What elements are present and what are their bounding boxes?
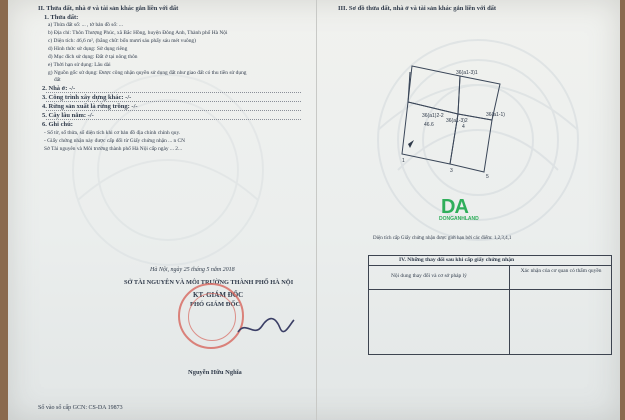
map-label: 36(a1-1) — [486, 112, 505, 118]
notes-heading: 6. Ghi chú: — [42, 121, 73, 128]
kt-director: KT. GIÁM ĐỐC — [193, 291, 244, 299]
parcel-line: b) Địa chỉ: Thôn Thượng Phúc, xã Bắc Hồng, huyện Đông Anh, Thành phố Hà Nội — [48, 30, 228, 36]
map-label: 3 — [450, 168, 453, 174]
logo-letters: DA — [441, 196, 468, 218]
official-seal — [178, 283, 244, 349]
parcel-diagram — [400, 62, 530, 182]
brand-logo — [441, 196, 497, 226]
parcel-line: đ) Mục đích sử dụng: Đất ở tại nông thôn — [48, 54, 138, 60]
map-label: 1 — [402, 158, 405, 164]
map-label: 36(a1-3)1 — [456, 70, 478, 76]
parcel-line: e) Thời hạn sử dụng: Lâu dài — [48, 62, 111, 68]
parcel-line: a) Thửa đất số: ... , tờ bản đồ số: ... — [48, 22, 123, 28]
book-number: Số vào sổ cấp GCN: CS-DA 19873 — [38, 405, 123, 411]
parcel-line: đất — [54, 77, 61, 83]
issue-date: Hà Nội, ngày 25 tháng 5 năm 2018 — [150, 267, 235, 273]
page-fold-divider — [316, 0, 317, 420]
logo-wordmark: DONGANHLAND — [439, 216, 479, 222]
perennial-item: 5. Cây lâu năm: -/- — [42, 112, 94, 119]
parcel-heading: 1. Thửa đất: — [44, 14, 79, 21]
map-label: 46.6 — [424, 122, 434, 128]
forest-item: 4. Rừng sản xuất là rừng trồng: -/- — [42, 103, 138, 110]
parcel-line: c) Diện tích: 46,6 m², (bằng chữ: bốn mươi sáu phẩy sáu mét vuông) — [48, 38, 196, 44]
house-item: 2. Nhà ở: -/- — [42, 85, 76, 92]
deputy-director: PHÓ GIÁM ĐỐC — [190, 301, 241, 308]
construction-item: 3. Công trình xây dựng khác: -/- — [42, 94, 132, 101]
parcel-line: d) Hình thức sử dụng: Sử dụng riêng — [48, 46, 128, 52]
issuing-authority: SỞ TÀI NGUYÊN VÀ MÔI TRƯỜNG THÀNH PHỐ HÀ NỘI — [124, 279, 294, 286]
map-label: 36(a1)2-2 — [422, 113, 444, 119]
map-label: 36(a1-3)2 — [446, 118, 468, 124]
parcel-line: g) Nguồn gốc sử dụng: Được công nhận quyền sử dụng đất như giao đất có thu tiền sử dụng — [48, 70, 247, 76]
signer-name: Nguyễn Hữu Nghĩa — [188, 369, 242, 376]
col-authority-confirm: Xác nhận của cơ quan có thẩm quyền — [520, 268, 602, 274]
section-4-title: IV. Những thay đổi sau khi cấp giấy chứng nhận — [399, 257, 515, 263]
note-line: - Số tờ, số thửa, số diện tích khi cơ bản đồ địa chính chính quy. — [44, 130, 181, 136]
note-line: Sở Tài nguyên và Môi trường thành phố Hà Nội cấp ngày ... 2... — [44, 146, 183, 152]
certificate-paper — [8, 0, 620, 420]
section-3-title: III. Sơ đồ thửa đất, nhà ở và tài sản khác gắn liền với đất — [338, 5, 497, 12]
signature — [236, 314, 296, 340]
map-label: 4 — [462, 124, 465, 130]
note-line: - Giấy chứng nhận này được cấp đổi từ Giấy chứng nhận ... n CN — [44, 138, 186, 144]
changes-table — [368, 255, 612, 355]
map-label: 5 — [486, 174, 489, 180]
col-change-content: Nội dung thay đổi và cơ sở pháp lý — [391, 273, 467, 279]
area-limit-note: Diện tích cấp Giấy chứng nhận được giới hạn bởi các điểm: 1,2,3,4,1 — [373, 236, 512, 241]
section-2-title: II. Thửa đất, nhà ở và tài sản khác gắn liền với đất — [38, 5, 179, 12]
